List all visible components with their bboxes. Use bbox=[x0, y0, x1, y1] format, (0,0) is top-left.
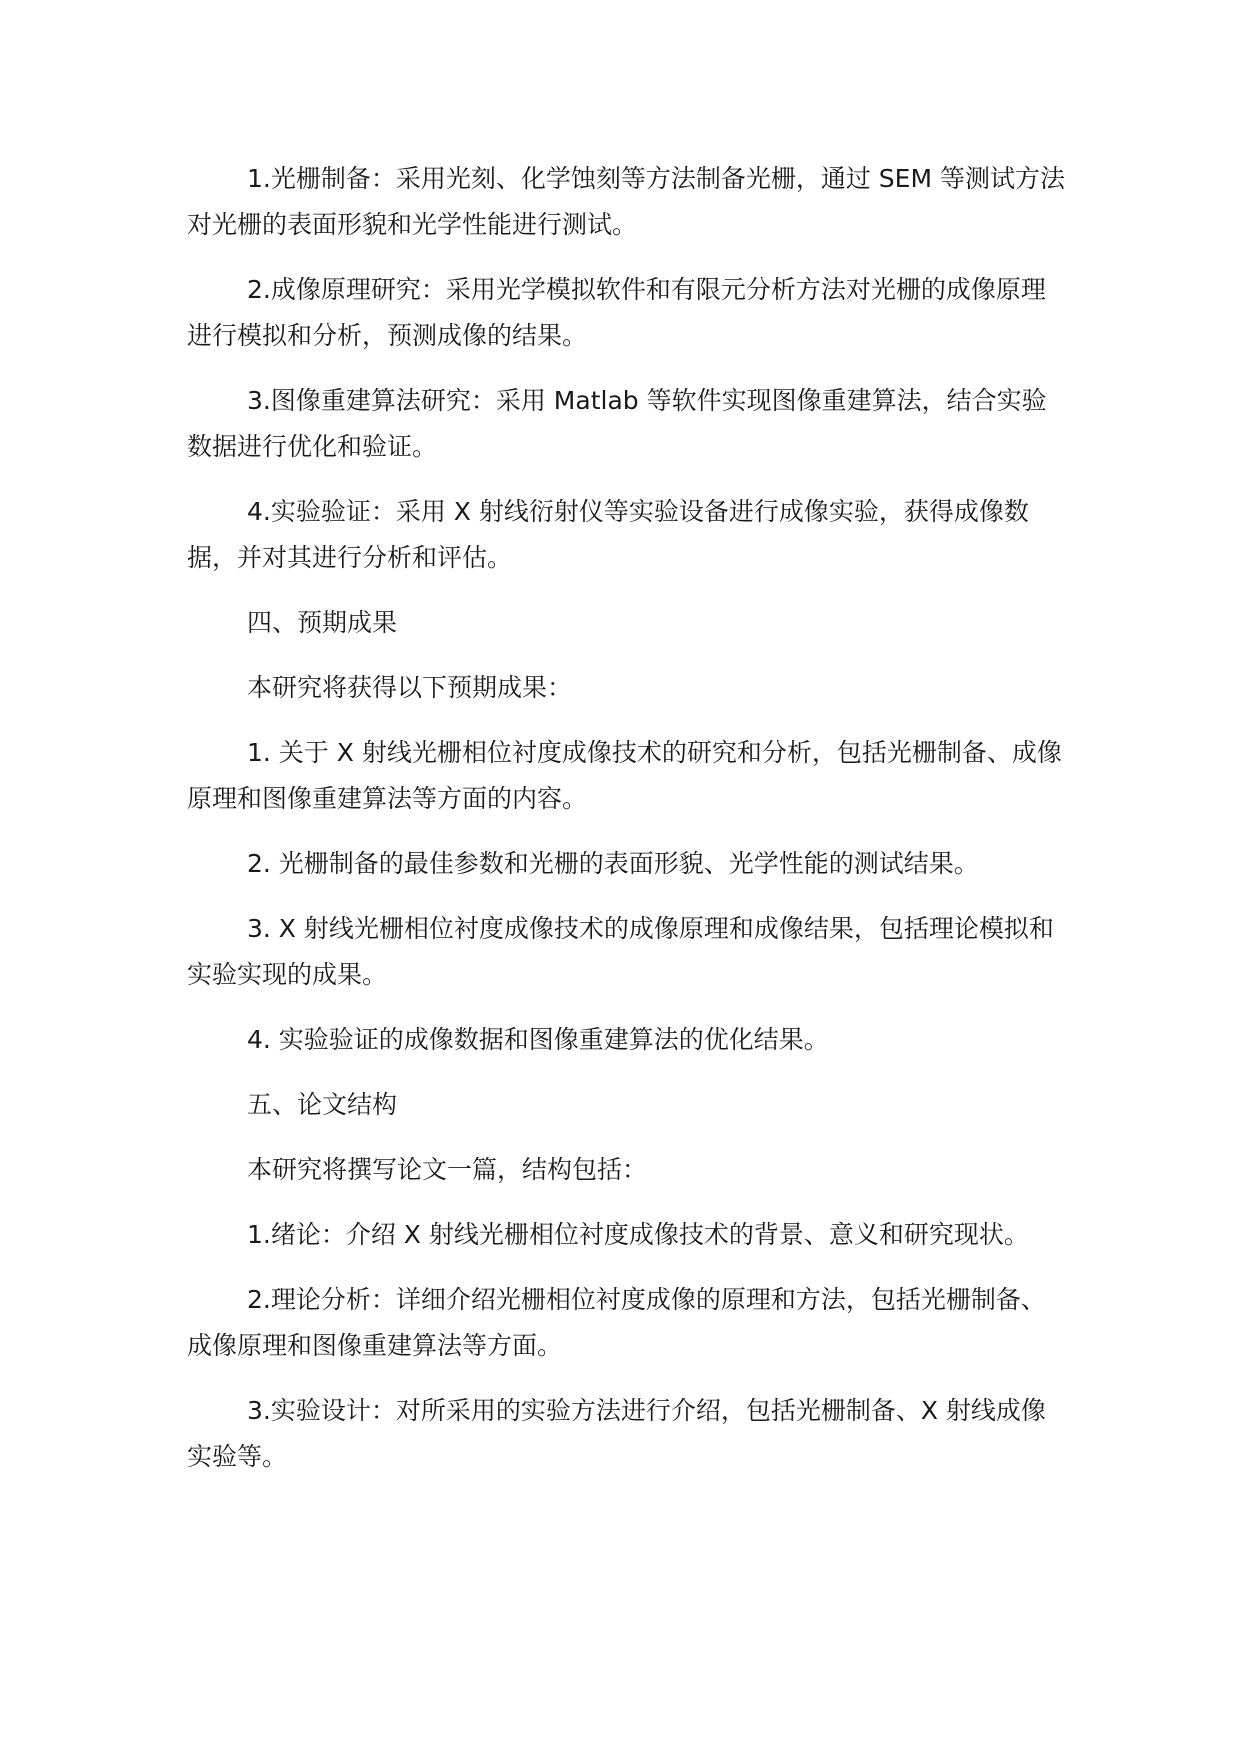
paragraph-result-3: 3. X 射线光栅相位衬度成像技术的成像原理和成像结果，包括理论模拟和实验实现的成果。 bbox=[187, 914, 1054, 989]
paragraph-result-4: 4. 实验验证的成像数据和图像重建算法的优化结果。 bbox=[247, 1025, 829, 1054]
paragraph-expected-results-intro: 本研究将获得以下预期成果： bbox=[247, 673, 573, 702]
paragraph-structure-introduction: 1.绪论：介绍 X 射线光栅相位衬度成像技术的背景、意义和研究现状。 bbox=[247, 1220, 1029, 1249]
paragraph-result-1: 1. 关于 X 射线光栅相位衬度成像技术的研究和分析，包括光栅制备、成像原理和图像重建算法等方面的内容。 bbox=[187, 738, 1062, 813]
paragraph-structure-theory: 2.理论分析：详细介绍光栅相位衬度成像的原理和方法，包括光栅制备、成像原理和图像重建算法等方面。 bbox=[187, 1285, 1046, 1360]
paragraph-structure-experiment: 3.实验设计：对所采用的实验方法进行介绍，包括光栅制备、X 射线成像实验等。 bbox=[187, 1396, 1046, 1471]
section-heading-thesis-structure: 五、论文结构 bbox=[247, 1090, 398, 1119]
paragraph-reconstruction-algorithm: 3.图像重建算法研究：采用 Matlab 等软件实现图像重建算法，结合实验数据进行优化和验证。 bbox=[187, 386, 1047, 461]
paragraph-result-2: 2. 光栅制备的最佳参数和光栅的表面形貌、光学性能的测试结果。 bbox=[247, 849, 979, 878]
section-heading-expected-results: 四、预期成果 bbox=[247, 608, 398, 637]
paragraph-imaging-principle: 2.成像原理研究：采用光学模拟软件和有限元分析方法对光栅的成像原理进行模拟和分析，预测成像的结果。 bbox=[187, 275, 1046, 350]
paragraph-thesis-structure-intro: 本研究将撰写论文一篇，结构包括： bbox=[247, 1155, 648, 1184]
paragraph-grating-fabrication: 1.光栅制备：采用光刻、化学蚀刻等方法制备光栅，通过 SEM 等测试方法对光栅的表面形貌和光学性能进行测试。 bbox=[187, 164, 1065, 239]
document-body bbox=[187, 156, 1067, 1499]
paragraph-experimental-validation: 4.实验验证：采用 X 射线衍射仪等实验设备进行成像实验，获得成像数据，并对其进行分析和评估。 bbox=[187, 497, 1029, 572]
